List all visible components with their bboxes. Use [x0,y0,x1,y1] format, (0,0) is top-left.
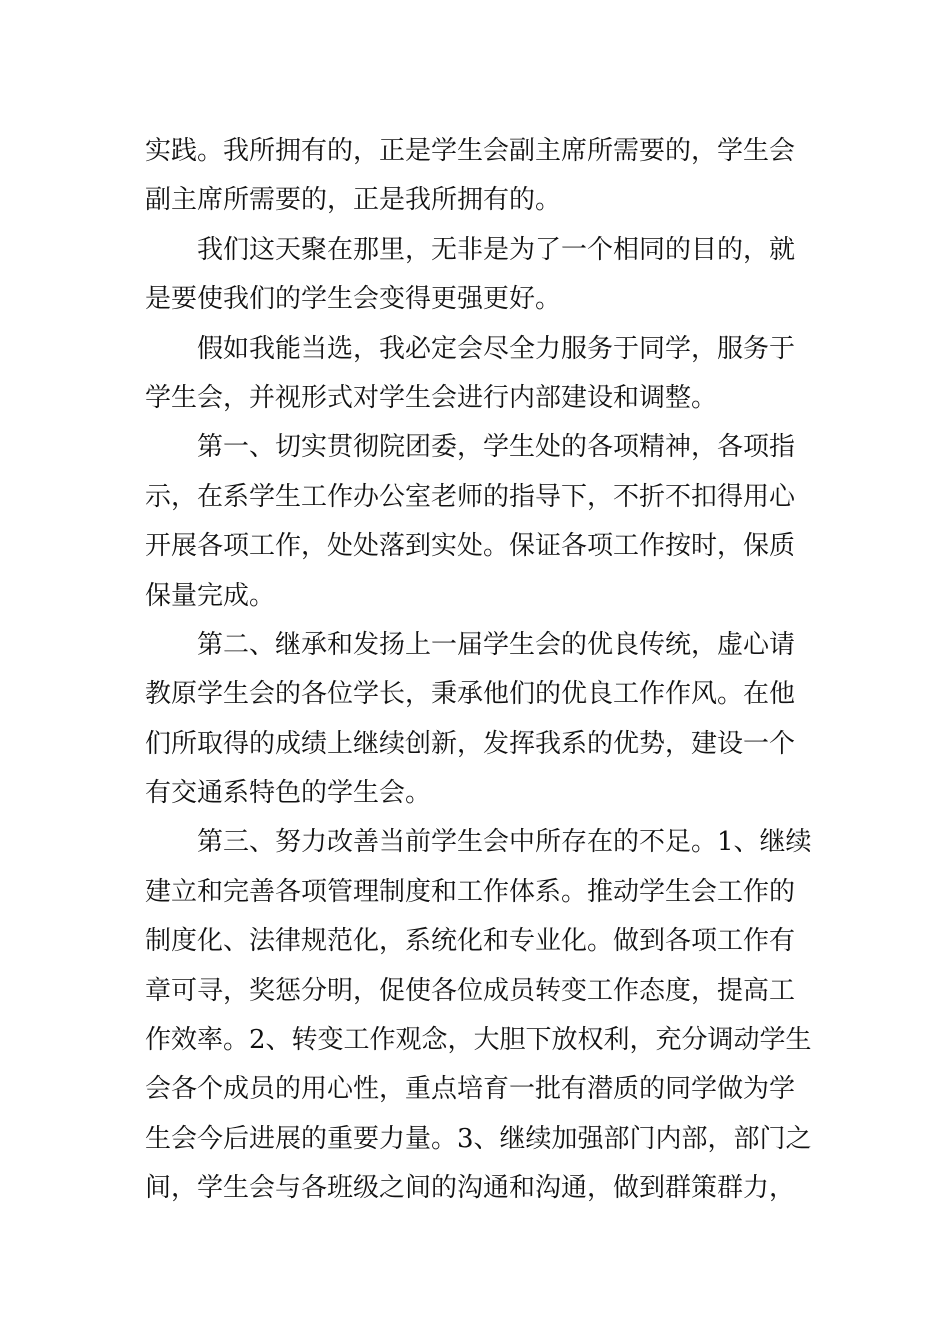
paragraph-line: 们所取得的成绩上继续创新，发挥我系的优势，建设一个 [145,728,796,759]
paragraph-line: 教原学生会的各位学长，秉承他们的优良工作作风。在他 [145,679,796,710]
paragraph [145,423,807,621]
paragraph-line: 是要使我们的学生会变得更强更好。 [145,284,562,315]
paragraph [145,127,807,226]
paragraph-line: 第一、切实贯彻院团委，学生处的各项精神，各项指 [197,432,796,463]
paragraph-line: 保量完成。 [145,580,276,611]
paragraph [145,226,807,325]
paragraph-line: 第二、继承和发扬上一届学生会的优良传统，虚心请 [197,629,796,660]
paragraph-line: 我们这天聚在那里，无非是为了一个相同的目的，就 [197,234,796,265]
document-body [145,127,812,1214]
paragraph [145,818,812,1213]
paragraph-line: 制度化、法律规范化，系统化和专业化。做到各项工作有 [145,926,796,957]
paragraph-line: 生会今后进展的重要力量。3、继续加强部门内部，部门之 [145,1123,812,1154]
paragraph-line: 假如我能当选，我必定会尽全力服务于同学，服务于 [197,333,796,364]
paragraph-line: 会各个成员的用心性，重点培育一批有潜质的同学做为学 [145,1074,796,1105]
paragraph-line: 建立和完善各项管理制度和工作体系。推动学生会工作的 [145,876,796,907]
paragraph-line: 第三、努力改善当前学生会中所存在的不足。1、继续 [197,827,812,858]
paragraph-line: 示，在系学生工作办公室老师的指导下，不折不扣得用心 [145,481,796,512]
paragraph-line: 作效率。2、转变工作观念，大胆下放权利，充分调动学生 [145,1025,812,1056]
paragraph-line: 开展各项工作，处处落到实处。保证各项工作按时，保质 [145,531,796,562]
paragraph-line: 有交通系特色的学生会。 [145,778,432,809]
paragraph [145,621,807,819]
paragraph-line: 学生会，并视形式对学生会进行内部建设和调整。 [145,382,718,413]
paragraph-line: 章可寻，奖惩分明，促使各位成员转变工作态度，提高工 [145,975,796,1006]
paragraph [145,325,807,424]
paragraph-line: 实践。我所拥有的，正是学生会副主席所需要的，学生会 [145,136,796,166]
paragraph-line: 副主席所需要的，正是我所拥有的。 [145,185,562,216]
paragraph-line: 间，学生会与各班级之间的沟通和沟通，做到群策群力， [145,1173,796,1204]
